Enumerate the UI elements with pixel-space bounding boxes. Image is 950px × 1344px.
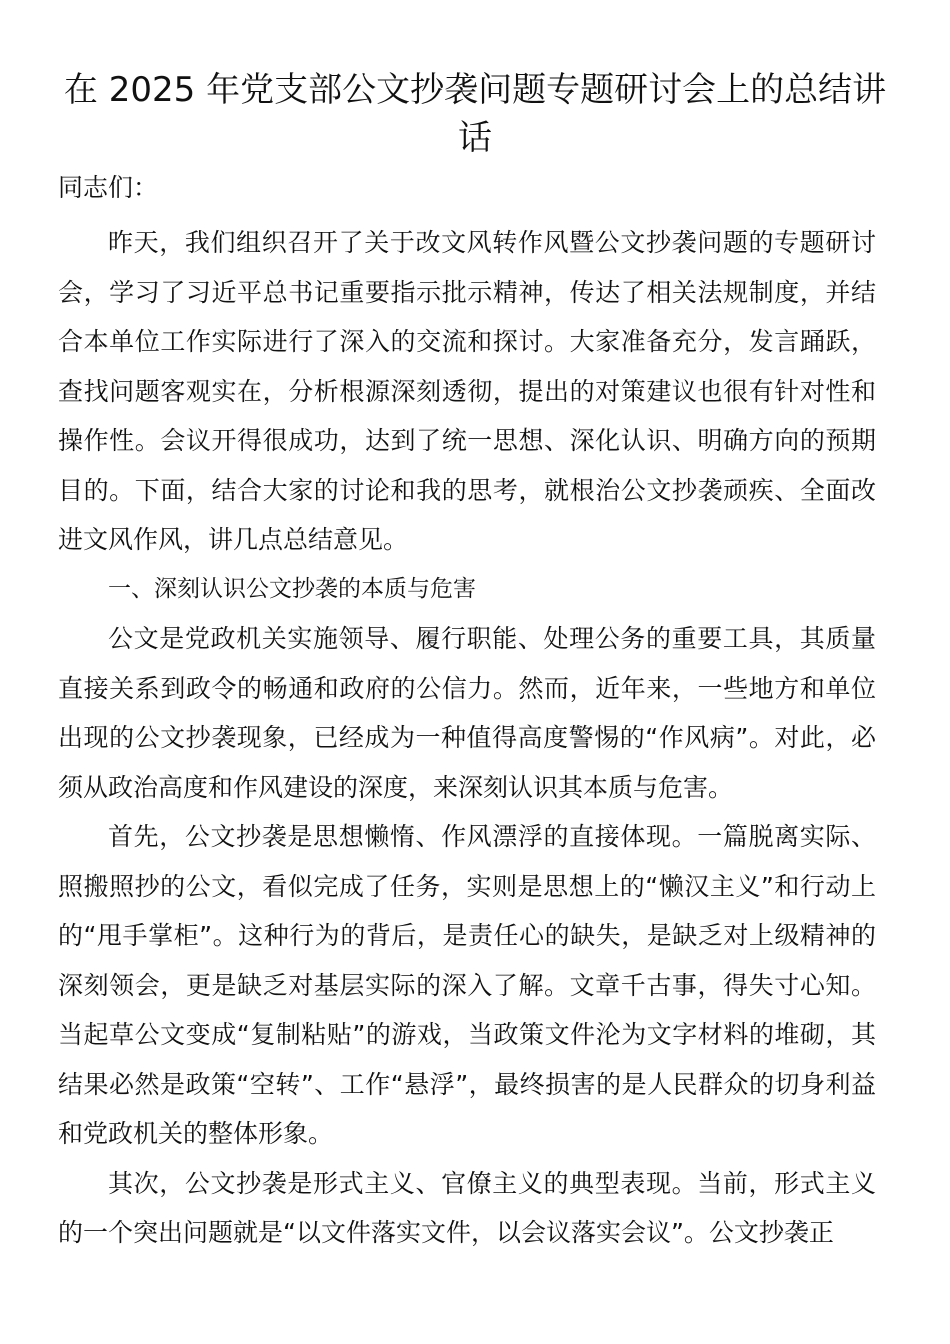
paragraph-first-point: 首先，公文抄袭是思想懒惰、作风漂浮的直接体现。一篇脱离实际、照搬照抄的公文，看似完成了任务，实则是思想上的“懒汉主义”和行动上的“甩手掌柜”。这种行为的背后，是责任心的缺失，是缺乏对上级精神的深刻领会，更是缺乏对基层实际的深入了解。文章千古事，得失寸心知。当起草公文变成“复制粘贴”的游戏，当政策文件沦为文字材料的堆砌，其结果必然是政策“空转”、工作“悬浮”，最终损害的是人民群众的切身利益和党政机关的整体形象。 <box>58 822 876 1148</box>
salutation: 同志们： <box>58 173 159 202</box>
paragraph-section1-intro: 公文是党政机关实施领导、履行职能、处理公务的重要工具，其质量直接关系到政令的畅通和政府的公信力。然而，近年来，一些地方和单位出现的公文抄袭现象，已经成为一种值得高度警惕的“作风病”。对此，必须从政治高度和作风建设的深度，来深刻认识其本质与危害。 <box>58 624 876 802</box>
paragraph-intro: 昨天，我们组织召开了关于改文风转作风暨公文抄袭问题的专题研讨会，学习了习近平总书记重要指示批示精神，传达了相关法规制度，并结合本单位工作实际进行了深入的交流和探讨。大家准备充分，发言踊跃，查找问题客观实在，分析根源深刻透彻，提出的对策建议也很有针对性和操作性。会议开得很成功，达到了统一思想、深化认识、明确方向的预期目的。下面，结合大家的讨论和我的思考，就根治公文抄袭顽疾、全面改进文风作风，讲几点总结意见。 <box>58 228 876 554</box>
document-body <box>58 218 876 1258</box>
document-title: 在 2025 年党支部公文抄袭问题专题研讨会上的总结讲话 <box>63 70 887 158</box>
section-heading-1: 一、深刻认识公文抄袭的本质与危害 <box>108 575 476 602</box>
paragraph-second-point: 其次，公文抄袭是形式主义、官僚主义的典型表现。当前，形式主义的一个突出问题就是“以文件落实文件，以会议落实会议”。公文抄袭正 <box>58 1168 876 1247</box>
